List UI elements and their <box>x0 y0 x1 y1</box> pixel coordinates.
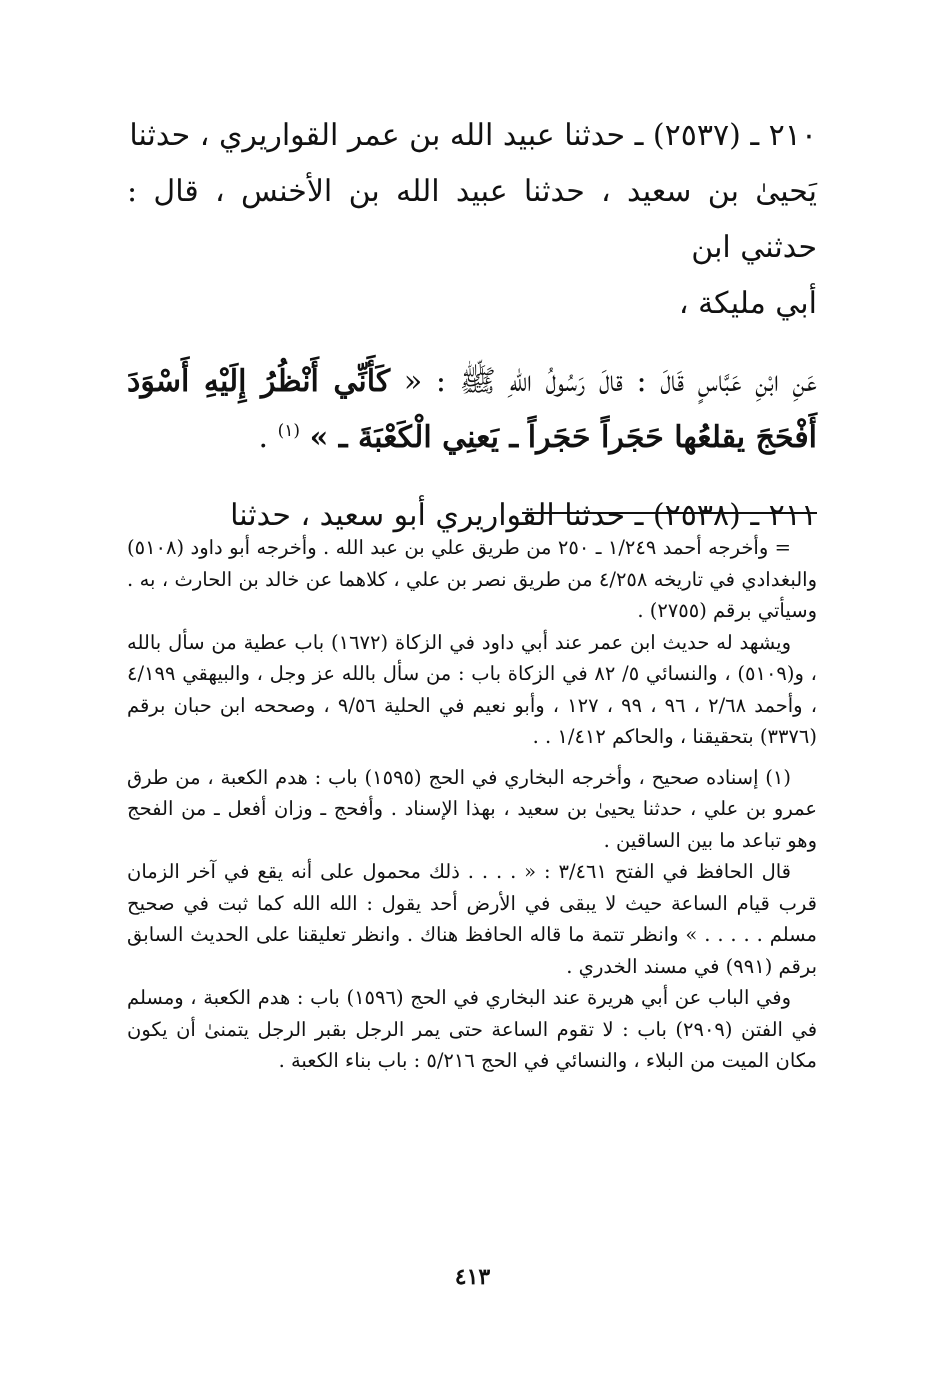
footnote-line: بالله ، و(٥١٠٩) ، والنسائي ٥/ ٨٢ في الزكاة باب : من سأل بالله عز وجل ، <box>127 630 817 685</box>
footnote-line: (٥١٠٨) والبغدادي في تاريخه ٤/٢٥٨ من طريق نصر بن علي ، كلاهما عن <box>127 536 817 591</box>
footnote-line: الزمان قرب قيام الساعة حيث لا يبقى في الأرض أحد يقول : الله الله كما ثبت في <box>127 860 818 915</box>
hadith-text: كَأَنِّي أَنْظُرُ إِلَيْهِ أَسْوَدَ أَفْحَجَ يقلعُها حَجَراً حَجَراً <box>127 364 817 455</box>
footnote-line: يتمنىٰ أن يكون مكان الميت من البلاء ، والنسائي في الحج ٥/٢١٦ : باب بناء <box>127 1017 817 1072</box>
hadith-intro: عَنِ ابْنِ عَبَّاسٍ قَالَ : قالَ رَسُولُ اللهِ ﷺ : « <box>403 364 817 399</box>
footnote-line: الحديث السابق برقم (٩٩١) في مسند الخدري . <box>127 923 817 978</box>
footnote-line: الكعبة ، من طرق عمرو بن علي ، حدثنا يحيىٰ بن سعيد ، بهذا الإسناد . وأفحج ـ <box>127 765 817 820</box>
page-number: ٤١٣ <box>454 1264 491 1290</box>
hadith-tail: ـ يَعنِي الْكَعْبَةَ ـ » <box>309 420 519 455</box>
footnote-1 <box>127 762 817 857</box>
footnote-line: وفي الباب عن أبي هريرة عند البخاري في الحج (١٥٩٦) باب : هدم <box>257 986 791 1009</box>
footnote-bab <box>127 982 817 1077</box>
entry-211-line-1: ٢١١ ـ (٢٥٣٨) ـ حدثنا القواريري أبو سعيد ، حدثنا <box>230 498 817 533</box>
footnote-divider <box>522 512 817 514</box>
entry-210-line-3: أبي مليكة ، <box>678 286 817 321</box>
entry-210-line-2: يَحيىٰ بن سعيد ، حدثنا عبيد الله بن الأخنس ، قال : حدثني ابن <box>127 174 817 265</box>
footnote-line: الكعبة . <box>278 1049 339 1072</box>
footnote-line: الكعبة ، ومسلم في الفتن (٢٩٠٩) باب : لا تقوم الساعة حتى يمر الرجل بقبر الرجل <box>127 986 818 1041</box>
footnotes <box>127 532 817 1077</box>
entry-210 <box>127 108 817 332</box>
footnote-line: والبيهقي ٤/١٩٩ ، وأحمد ٢/٦٨ ، ٩٦ ، ٩٩ ، ١٢٧ ، وأبو نعيم في الحلية <box>127 662 818 717</box>
footnote-hafiz <box>127 856 817 982</box>
hadith-210 <box>127 354 817 466</box>
footnote-ref-1[interactable]: (١) <box>277 421 301 441</box>
main-text <box>127 108 817 544</box>
footnote-continuation <box>127 532 817 627</box>
footnote-line: ٩/٥٦ ، وصححه ابن حبان برقم (٣٣٧٦) بتحقيقنا ، والحاكم ١/٤١٢ . . <box>127 693 817 748</box>
footnote-line: خالد بن الحارث ، به . وسيأتي برقم (٢٧٥٥) . <box>127 567 817 622</box>
footnote-line: وزان أفعل ـ من الفحج وهو تباعد ما بين الساقين . <box>127 797 817 852</box>
footnote-line: (١) إسناده صحيح ، وأخرجه البخاري في الحج (١٥٩٥) باب : هدم <box>275 765 792 789</box>
entry-210-line-1: ٢١٠ ـ (٢٥٣٧) ـ حدثنا عبيد الله بن عمر القواريري ، حدثنا <box>129 118 817 153</box>
footnote-line: صحيح مسلم . . . . . » وانظر تتمة ما قاله الحافظ هناك . وانظر تعليقنا على <box>127 891 817 946</box>
hadith-end: . <box>258 420 269 455</box>
footnote-witness <box>127 627 817 753</box>
footnote-line: قال الحافظ في الفتح ٣/٤٦١ : « . . . . ذلك محمول على أنه يقع في آخر <box>187 860 791 883</box>
footnote-line: ويشهد له حديث ابن عمر عند أبي داود في الزكاة (١٦٧٢) باب عطية من سأل <box>168 630 792 654</box>
footnote-line: = وأخرجه أحمد ١/٢٤٩ ـ ٢٥٠ من طريق علي بن عبد الله . وأخرجه أبو داود <box>190 536 791 559</box>
